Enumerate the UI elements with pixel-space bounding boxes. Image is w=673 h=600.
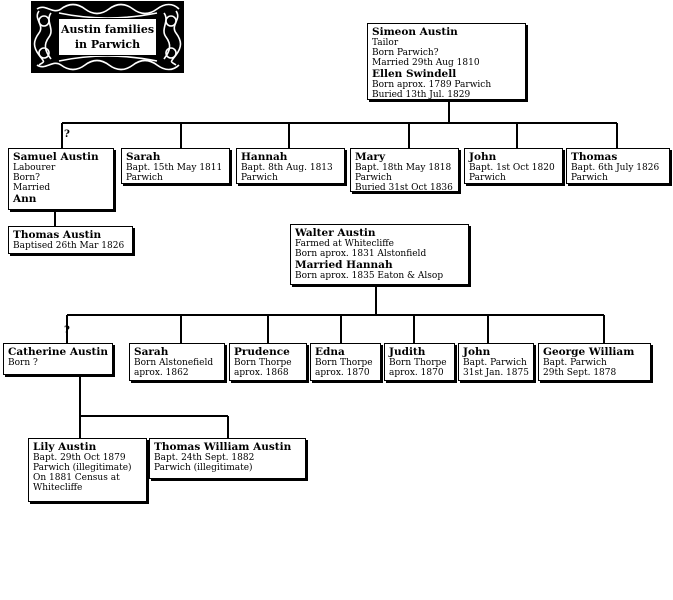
person-detail: Parwich	[241, 173, 278, 183]
person-name: Prudence	[234, 346, 290, 358]
person-detail: Married	[13, 183, 51, 193]
person-detail: Born Thorpe	[389, 358, 447, 368]
person-name: Lily Austin	[33, 441, 97, 453]
person-detail: Bapt. Parwich	[463, 358, 527, 368]
person-detail: On 1881 Census at	[33, 473, 120, 483]
person-name: Sarah	[126, 151, 161, 163]
person-detail: Bapt. 6th July 1826	[571, 163, 660, 173]
person-box-catherine-austin	[3, 343, 113, 375]
person-detail: aprox. 1870	[315, 368, 370, 378]
person-name: John	[469, 151, 497, 163]
person-detail: Buried 13th Jul. 1829	[372, 90, 471, 100]
person-box-john-1875	[458, 343, 534, 381]
person-detail: Bapt. 24th Sept. 1882	[154, 453, 255, 463]
person-detail: Bapt. 29th Oct 1879	[33, 453, 126, 463]
person-detail: Parwich (illegitimate)	[33, 463, 132, 473]
title-box	[58, 18, 157, 56]
person-detail: aprox. 1868	[234, 368, 289, 378]
person-box-sarah	[121, 148, 230, 184]
person-box-walter-austin	[290, 224, 469, 285]
person-detail: Born ?	[8, 358, 38, 368]
person-name: Samuel Austin	[13, 151, 99, 163]
person-name: Hannah	[241, 151, 288, 163]
person-detail: Whitecliffe	[33, 483, 83, 493]
person-detail: Born?	[13, 173, 40, 183]
person-detail: aprox. 1870	[389, 368, 444, 378]
person-box-mary	[350, 148, 459, 192]
person-box-john	[464, 148, 563, 184]
person-box-judith	[384, 343, 455, 381]
title-banner	[31, 1, 184, 73]
person-detail: Born Parwich?	[372, 48, 439, 58]
person-detail: Bapt. 8th Aug. 1813	[241, 163, 333, 173]
question-mark: ?	[64, 325, 70, 336]
person-detail: Bapt. Parwich	[543, 358, 607, 368]
person-detail: Born aprox. 1835 Eaton & Alsop	[295, 271, 444, 281]
person-box-hannah	[236, 148, 345, 184]
person-box-simeon-austin	[367, 23, 526, 100]
person-name: Sarah	[134, 346, 169, 358]
person-detail: Born Alstonefield	[134, 358, 214, 368]
person-detail: Baptised 26th Mar 1826	[13, 241, 125, 251]
person-box-edna	[310, 343, 381, 381]
person-detail: Parwich	[469, 173, 506, 183]
person-detail: 29th Sept. 1878	[543, 368, 617, 378]
person-box-thomas-william-austin	[149, 438, 306, 479]
person-name: Judith	[389, 346, 426, 358]
person-detail: Labourer	[13, 163, 56, 173]
person-name: Thomas	[571, 151, 618, 163]
person-name: Walter Austin	[295, 227, 376, 239]
person-detail: Bapt. 1st Oct 1820	[469, 163, 555, 173]
person-name: John	[463, 346, 491, 358]
person-detail: Buried 31st Oct 1836	[355, 183, 453, 193]
title-line-2: in Parwich	[74, 38, 141, 51]
person-name: Thomas Austin	[13, 229, 102, 241]
person-detail: Farmed at Whitecliffe	[295, 239, 395, 249]
question-mark: ?	[64, 129, 70, 140]
person-name: Catherine Austin	[8, 346, 108, 358]
person-detail: Bapt. 18th May 1818	[355, 163, 452, 173]
person-box-prudence	[229, 343, 307, 381]
person-detail: Born aprox. 1831 Alstonfield	[295, 249, 427, 259]
person-box-george-william	[538, 343, 651, 381]
spouse-name: Married Hannah	[295, 259, 393, 271]
person-box-sarah-alstonefield	[129, 343, 225, 381]
spouse-name: Ann	[13, 193, 37, 205]
person-detail: Parwich	[571, 173, 608, 183]
person-detail: 31st Jan. 1875	[463, 368, 529, 378]
person-detail: Parwich (illegitimate)	[154, 463, 253, 473]
person-box-samuel-austin	[8, 148, 114, 210]
spouse-name: Ellen Swindell	[372, 68, 457, 80]
person-detail: Parwich	[355, 173, 392, 183]
person-detail: Married 29th Aug 1810	[372, 58, 480, 68]
person-detail: Tailor	[372, 38, 399, 48]
title-line-1: Austin families	[60, 23, 155, 36]
person-name: Edna	[315, 346, 345, 358]
person-box-thomas	[566, 148, 670, 184]
person-detail: Born Thorpe	[315, 358, 373, 368]
person-name: George William	[543, 346, 635, 358]
person-detail: aprox. 1862	[134, 368, 189, 378]
person-name: Mary	[355, 151, 386, 163]
person-detail: Bapt. 15th May 1811	[126, 163, 223, 173]
person-detail: Born aprox. 1789 Parwich	[372, 80, 492, 90]
person-detail: Born Thorpe	[234, 358, 292, 368]
person-name: Thomas William Austin	[154, 441, 292, 453]
person-name: Simeon Austin	[372, 26, 458, 38]
person-box-lily-austin	[28, 438, 147, 502]
person-detail: Parwich	[126, 173, 163, 183]
person-box-thomas-austin	[8, 226, 133, 254]
